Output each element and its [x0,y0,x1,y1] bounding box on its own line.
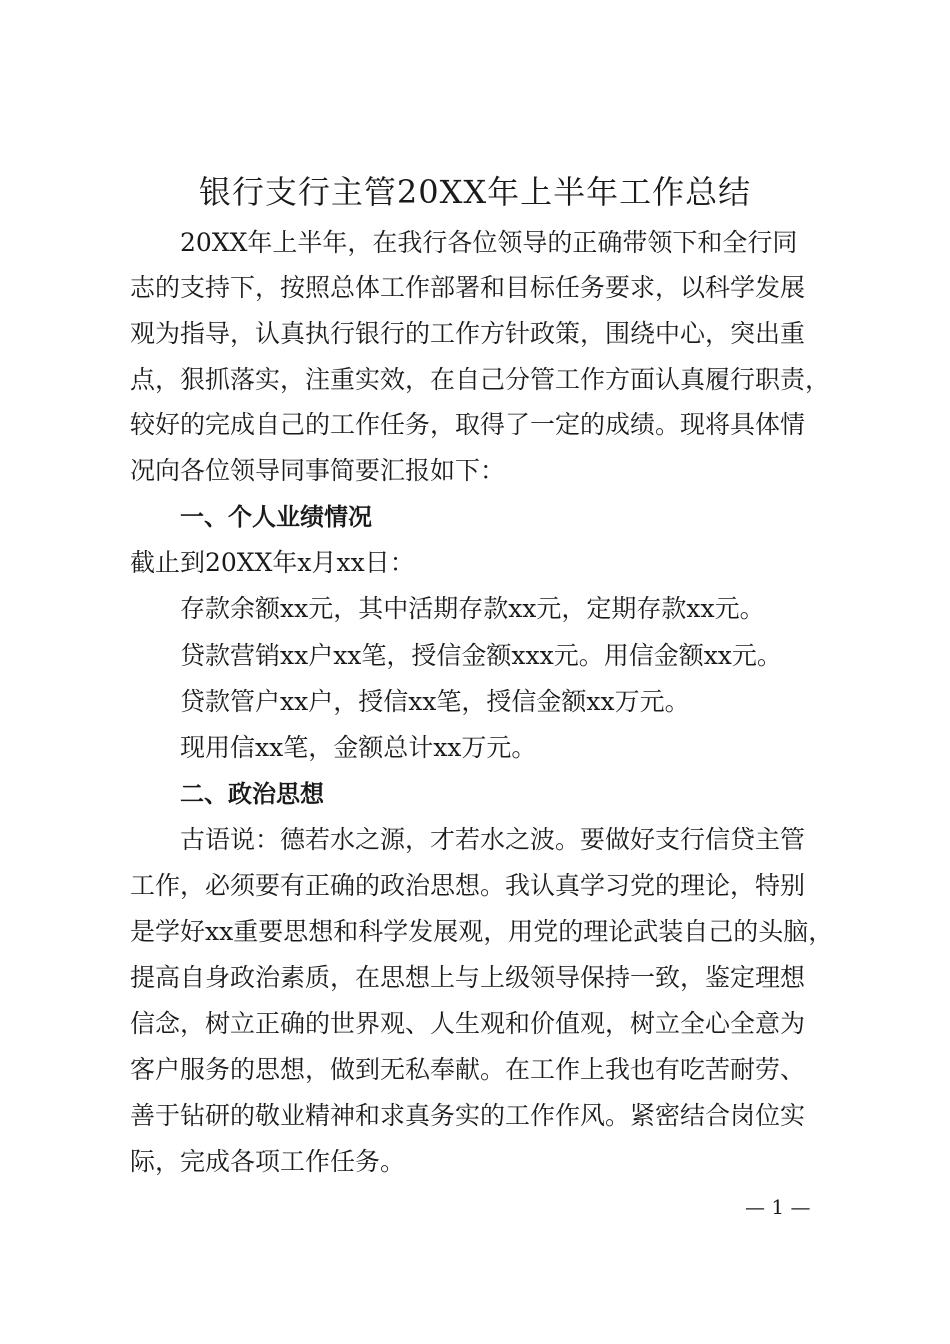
date-line: 截止到20XX年x月xx日： [130,548,415,577]
politics-line: 提高自身政治素质，在思想上与上级领导保持一致，鉴定理想 [130,963,806,992]
intro-line: 较好的完成自己的工作任务，取得了一定的成绩。现将具体情 [130,410,806,439]
performance-item: 贷款管户xx户，授信xx笔，授信金额xx万元。 [180,687,690,716]
politics-line: 古语说：德若水之源，才若水之波。要做好支行信贷主管 [180,825,806,854]
performance-item: 现用信xx笔，金额总计xx万元。 [180,733,537,762]
politics-line: 客户服务的思想，做到无私奉献。在工作上我也有吃苦耐劳、 [130,1055,806,1084]
politics-line: 是学好xx重要思想和科学发展观，用党的理论武装自己的头脑， [130,917,834,946]
performance-item: 存款余额xx元，其中活期存款xx元，定期存款xx元。 [180,594,765,623]
performance-item: 贷款营销xx户xx笔，授信金额xxx元。用信金额xx元。 [180,641,782,670]
politics-line: 际，完成各项工作任务。 [130,1147,406,1176]
intro-line: 观为指导，认真执行银行的工作方针政策，围绕中心，突出重 [130,319,806,348]
page-title: 银行支行主管20XX年上半年工作总结 [198,173,752,211]
intro-line: 20XX年上半年，在我行各位领导的正确带领下和全行同 [180,228,798,257]
politics-line: 善于钻研的敬业精神和求真务实的工作作风。紧密结合岗位实 [130,1101,806,1130]
politics-line: 工作，必须要有正确的政治思想。我认真学习党的理论，特别 [130,871,806,900]
section-heading-performance: 一、个人业绩情况 [180,503,372,531]
intro-line: 况向各位领导同事简要汇报如下： [130,456,506,485]
section-heading-politics: 二、政治思想 [180,780,324,808]
intro-line: 点，狠抓落实，注重实效，在自己分管工作方面认真履行职责， [130,365,831,394]
intro-line: 志的支持下，按照总体工作部署和目标任务要求，以科学发展 [130,273,806,302]
page-number: — 1 — [745,1195,811,1219]
politics-line: 信念，树立正确的世界观、人生观和价值观，树立全心全意为 [130,1009,806,1038]
